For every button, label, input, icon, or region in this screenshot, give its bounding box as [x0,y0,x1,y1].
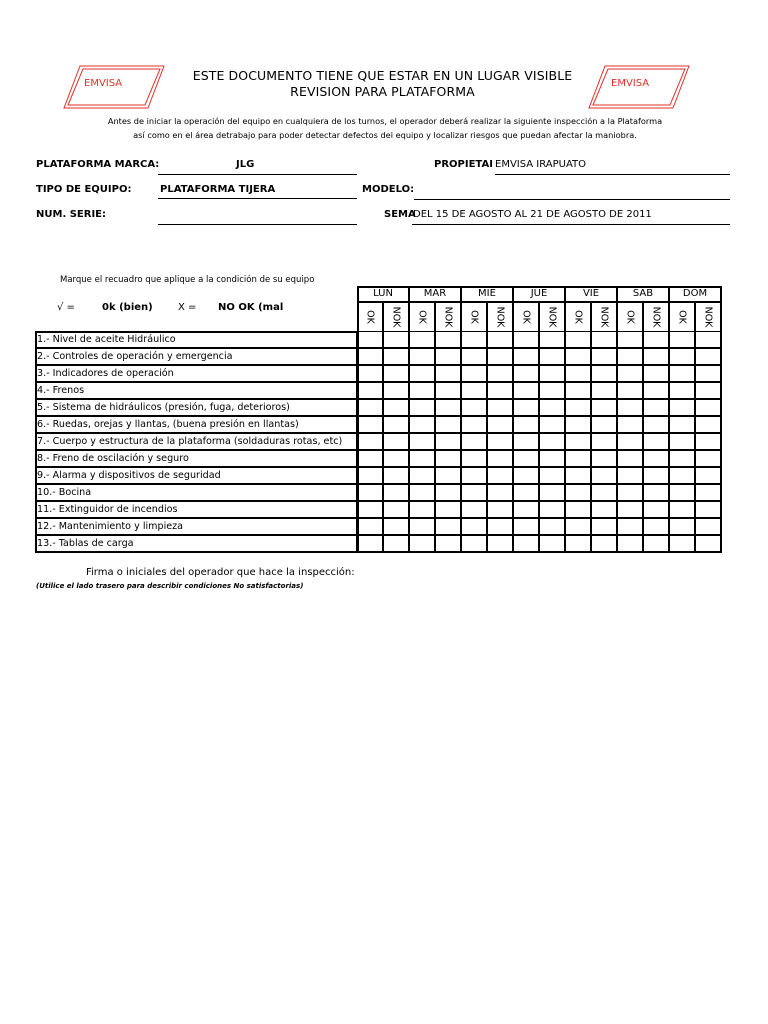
check-cell-ok-sab[interactable] [617,450,643,467]
check-cell-nok-dom[interactable] [695,484,721,501]
subheader-nok-label: NOK [598,306,610,328]
check-cell-ok-jue[interactable] [513,331,539,348]
nok-symbol: X = [178,302,197,313]
check-cell-nok-sab[interactable] [643,365,669,382]
check-cell-nok-jue[interactable] [539,450,565,467]
check-cell-ok-jue[interactable] [513,467,539,484]
check-cell-nok-lun[interactable] [383,348,409,365]
subheader-ok-jue [513,302,539,332]
check-cell-nok-dom[interactable] [695,382,721,399]
check-cell-ok-jue[interactable] [513,382,539,399]
check-cell-ok-vie[interactable] [565,484,591,501]
check-cell-nok-mie[interactable] [487,501,513,518]
check-cell-ok-mar[interactable] [409,365,435,382]
check-cell-ok-mar[interactable] [409,518,435,535]
check-cell-ok-dom[interactable] [669,467,695,484]
check-cell-ok-sab[interactable] [617,365,643,382]
check-cell-ok-sab[interactable] [617,535,643,552]
check-cell-ok-sab[interactable] [617,433,643,450]
table-row [35,348,721,365]
checklist-item-label: 8.- Freno de oscilación y seguro [35,450,357,467]
check-cell-nok-vie[interactable] [591,450,617,467]
check-cell-nok-lun[interactable] [383,450,409,467]
day-header-mie: MIE [461,286,513,302]
subheader-nok-mie [487,302,513,332]
check-cell-ok-lun[interactable] [357,484,383,501]
check-cell-ok-dom[interactable] [669,416,695,433]
semana-label: SEMA [384,209,416,220]
check-cell-ok-mie[interactable] [461,433,487,450]
subheader-nok-dom [695,302,721,332]
ok-symbol: √ = [57,302,75,313]
tipo-underline [158,198,357,199]
check-cell-nok-vie[interactable] [591,416,617,433]
check-cell-nok-mar[interactable] [435,331,461,348]
subheader-nok-label: NOK [442,306,454,328]
check-cell-nok-dom[interactable] [695,348,721,365]
check-cell-nok-sab[interactable] [643,348,669,365]
check-cell-nok-vie[interactable] [591,518,617,535]
check-cell-ok-jue[interactable] [513,535,539,552]
subheader-nok-mar [435,302,461,332]
check-cell-ok-sab[interactable] [617,399,643,416]
logo-text-right: EMVISA [611,78,650,89]
checklist-item-label: 9.- Alarma y dispositivos de seguridad [35,467,357,484]
check-cell-nok-mie[interactable] [487,518,513,535]
intro-line2: así como en el área detrabajo para poder detectar defectos del equipo y localizar riesgos que puedan afectar la maniobra. [133,130,637,140]
check-cell-nok-sab[interactable] [643,416,669,433]
check-cell-ok-vie[interactable] [565,382,591,399]
check-cell-ok-vie[interactable] [565,433,591,450]
check-cell-nok-mie[interactable] [487,399,513,416]
check-cell-nok-dom[interactable] [695,399,721,416]
check-cell-nok-mar[interactable] [435,399,461,416]
check-cell-ok-sab[interactable] [617,467,643,484]
check-cell-ok-lun[interactable] [357,433,383,450]
check-cell-nok-mar[interactable] [435,467,461,484]
check-cell-ok-mar[interactable] [409,450,435,467]
check-cell-ok-dom[interactable] [669,484,695,501]
check-cell-nok-mar[interactable] [435,535,461,552]
check-cell-nok-mie[interactable] [487,433,513,450]
check-cell-ok-jue[interactable] [513,484,539,501]
day-header-jue: JUE [513,286,565,302]
check-cell-nok-vie[interactable] [591,399,617,416]
check-cell-nok-jue[interactable] [539,433,565,450]
table-row [35,365,721,382]
table-row [35,450,721,467]
check-cell-nok-mar[interactable] [435,501,461,518]
table-row [35,484,721,501]
check-cell-nok-sab[interactable] [643,331,669,348]
check-cell-ok-mie[interactable] [461,484,487,501]
check-cell-ok-dom[interactable] [669,348,695,365]
check-cell-ok-mar[interactable] [409,416,435,433]
document-title-line2: REVISION PARA PLATAFORMA [290,84,475,99]
check-cell-nok-dom[interactable] [695,365,721,382]
check-cell-nok-mar[interactable] [435,416,461,433]
check-cell-ok-dom[interactable] [669,518,695,535]
check-cell-ok-mie[interactable] [461,501,487,518]
check-cell-nok-lun[interactable] [383,382,409,399]
check-cell-ok-mie[interactable] [461,382,487,399]
modelo-label: MODELO: [362,184,415,195]
subheader-ok-label: OK [520,310,532,324]
document-title-line1: ESTE DOCUMENTO TIENE QUE ESTAR EN UN LUGAR VISIBLE [192,68,573,83]
check-cell-ok-mie[interactable] [461,467,487,484]
check-cell-ok-sab[interactable] [617,331,643,348]
check-cell-ok-vie[interactable] [565,331,591,348]
check-cell-ok-jue[interactable] [513,501,539,518]
intro-line1: Antes de iniciar la operación del equipo en cualquiera de los turnos, el operador deberá realizar la siguiente inspección a la Plataforma [107,116,663,126]
check-cell-nok-jue[interactable] [539,467,565,484]
checklist-item-label: 1.- Nivel de aceite Hidráulico [35,331,357,348]
check-cell-nok-jue[interactable] [539,484,565,501]
subheader-ok-lun [357,302,383,332]
check-cell-ok-sab[interactable] [617,518,643,535]
check-cell-nok-jue[interactable] [539,399,565,416]
check-cell-nok-dom[interactable] [695,535,721,552]
subheader-ok-label: OK [624,310,636,324]
check-cell-nok-lun[interactable] [383,399,409,416]
checklist-item-label: 12.- Mantenimiento y limpieza [35,518,357,535]
check-cell-nok-dom[interactable] [695,331,721,348]
subheader-ok-dom [669,302,695,332]
check-cell-ok-lun[interactable] [357,382,383,399]
firma-label: Firma o iniciales del operador que hace la inspección: [86,567,355,578]
check-cell-ok-mie[interactable] [461,450,487,467]
check-cell-ok-mar[interactable] [409,331,435,348]
check-cell-nok-vie[interactable] [591,382,617,399]
check-cell-nok-lun[interactable] [383,433,409,450]
table-row [35,535,721,552]
check-cell-ok-sab[interactable] [617,348,643,365]
tipo-label: TIPO DE EQUIPO: [36,184,132,195]
checklist-item-label: 6.- Ruedas, orejas y llantas, (buena presión en llantas) [35,416,357,433]
check-cell-ok-sab[interactable] [617,382,643,399]
checklist-item-label: 7.- Cuerpo y estructura de la plataforma (soldaduras rotas, etc) [35,433,357,450]
subheader-nok-label: NOK [702,306,714,328]
check-cell-ok-mie[interactable] [461,416,487,433]
check-cell-ok-lun[interactable] [357,365,383,382]
check-cell-ok-dom[interactable] [669,399,695,416]
check-cell-ok-dom[interactable] [669,535,695,552]
checklist-item-label: 3.- Indicadores de operación [35,365,357,382]
subheader-ok-mar [409,302,435,332]
check-cell-ok-dom[interactable] [669,433,695,450]
check-cell-nok-mar[interactable] [435,433,461,450]
checklist-item-label: 11.- Extinguidor de incendios [35,501,357,518]
check-cell-nok-lun[interactable] [383,501,409,518]
check-cell-ok-mar[interactable] [409,399,435,416]
check-cell-nok-lun[interactable] [383,365,409,382]
check-cell-ok-dom[interactable] [669,365,695,382]
tipo-value[interactable]: PLATAFORMA TIJERA [160,184,276,195]
rear-side-note: (Utilice el lado trasero para describir condiciones No satisfactorias) [36,582,304,590]
check-cell-nok-vie[interactable] [591,484,617,501]
check-cell-nok-lun[interactable] [383,331,409,348]
modelo-underline [414,199,730,200]
subheader-nok-label: NOK [546,306,558,328]
check-cell-ok-mar[interactable] [409,535,435,552]
check-cell-ok-dom[interactable] [669,450,695,467]
check-cell-nok-vie[interactable] [591,433,617,450]
check-cell-ok-mie[interactable] [461,399,487,416]
table-row [35,331,721,348]
check-cell-nok-vie[interactable] [591,348,617,365]
legend-instruction: Marque el recuadro que aplique a la condición de su equipo [60,275,315,285]
check-cell-nok-vie[interactable] [591,365,617,382]
check-cell-nok-dom[interactable] [695,416,721,433]
check-cell-ok-lun[interactable] [357,348,383,365]
subheader-nok-lun [383,302,409,332]
table-row [35,433,721,450]
check-cell-ok-mie[interactable] [461,365,487,382]
check-cell-ok-lun[interactable] [357,331,383,348]
subheader-nok-jue [539,302,565,332]
day-header-sab: SAB [617,286,669,302]
check-cell-ok-mar[interactable] [409,501,435,518]
check-cell-nok-jue[interactable] [539,501,565,518]
check-cell-ok-lun[interactable] [357,467,383,484]
check-cell-ok-mar[interactable] [409,484,435,501]
check-cell-nok-sab[interactable] [643,450,669,467]
marca-label: PLATAFORMA MARCA: [36,159,160,170]
check-cell-ok-lun[interactable] [357,416,383,433]
check-cell-ok-vie[interactable] [565,399,591,416]
logo-text-left: EMVISA [84,78,123,89]
check-cell-ok-mar[interactable] [409,348,435,365]
subheader-nok-sab [643,302,669,332]
subheader-nok-label: NOK [650,306,662,328]
check-cell-ok-lun[interactable] [357,450,383,467]
check-cell-nok-vie[interactable] [591,467,617,484]
check-cell-nok-lun[interactable] [383,518,409,535]
serie-underline [158,224,357,225]
semana-value[interactable]: DEL 15 DE AGOSTO AL 21 DE AGOSTO DE 2011 [413,209,652,220]
semana-underline [412,224,730,225]
subheader-nok-vie [591,302,617,332]
check-cell-nok-jue[interactable] [539,348,565,365]
check-cell-nok-lun[interactable] [383,535,409,552]
day-header-vie: VIE [565,286,617,302]
check-cell-nok-lun[interactable] [383,416,409,433]
check-cell-nok-lun[interactable] [383,484,409,501]
table-row [35,399,721,416]
check-cell-nok-jue[interactable] [539,416,565,433]
table-row [35,382,721,399]
check-cell-ok-mar[interactable] [409,382,435,399]
check-cell-ok-mie[interactable] [461,348,487,365]
subheader-ok-label: OK [468,310,480,324]
day-header-lun: LUN [357,286,409,302]
check-cell-nok-sab[interactable] [643,518,669,535]
check-cell-nok-jue[interactable] [539,535,565,552]
check-cell-ok-mar[interactable] [409,433,435,450]
check-cell-ok-vie[interactable] [565,450,591,467]
check-cell-nok-mie[interactable] [487,484,513,501]
check-cell-ok-jue[interactable] [513,433,539,450]
check-cell-ok-vie[interactable] [565,518,591,535]
check-cell-ok-vie[interactable] [565,365,591,382]
subheader-ok-mie [461,302,487,332]
checklist-item-label: 5.- Sistema de hidráulicos (presión, fuga, deterioros) [35,399,357,416]
check-cell-nok-mie[interactable] [487,331,513,348]
check-cell-nok-mar[interactable] [435,450,461,467]
check-cell-ok-vie[interactable] [565,467,591,484]
check-cell-ok-mar[interactable] [409,467,435,484]
ok-text: 0k (bien) [102,302,153,313]
check-cell-ok-sab[interactable] [617,484,643,501]
check-cell-nok-mie[interactable] [487,348,513,365]
check-cell-ok-sab[interactable] [617,501,643,518]
day-header-mar: MAR [409,286,461,302]
marca-value[interactable]: JLG [236,159,255,170]
check-cell-nok-dom[interactable] [695,518,721,535]
checklist-item-label: 13.- Tablas de carga [35,535,357,552]
check-cell-nok-sab[interactable] [643,501,669,518]
check-cell-ok-vie[interactable] [565,416,591,433]
checklist-item-label: 4.- Frenos [35,382,357,399]
check-cell-nok-dom[interactable] [695,450,721,467]
table-row [35,467,721,484]
subheader-nok-label: NOK [494,306,506,328]
check-cell-ok-mie[interactable] [461,535,487,552]
check-cell-nok-sab[interactable] [643,467,669,484]
check-cell-ok-jue[interactable] [513,348,539,365]
marca-underline [158,174,357,175]
check-cell-nok-jue[interactable] [539,331,565,348]
checklist-item-label: 10.- Bocina [35,484,357,501]
subheader-ok-label: OK [676,310,688,324]
check-cell-ok-jue[interactable] [513,518,539,535]
check-cell-ok-lun[interactable] [357,518,383,535]
check-cell-nok-mie[interactable] [487,382,513,399]
check-cell-nok-dom[interactable] [695,501,721,518]
check-cell-ok-dom[interactable] [669,382,695,399]
check-cell-ok-mie[interactable] [461,518,487,535]
subheader-nok-label: NOK [390,306,402,328]
check-cell-nok-mie[interactable] [487,467,513,484]
subheader-ok-vie [565,302,591,332]
check-cell-nok-mar[interactable] [435,518,461,535]
check-cell-nok-vie[interactable] [591,331,617,348]
check-cell-nok-mar[interactable] [435,484,461,501]
check-cell-nok-mar[interactable] [435,382,461,399]
check-cell-ok-lun[interactable] [357,535,383,552]
check-cell-nok-mar[interactable] [435,348,461,365]
check-cell-nok-mie[interactable] [487,535,513,552]
check-cell-nok-lun[interactable] [383,467,409,484]
emvisa-logo-left [62,64,162,110]
check-cell-ok-jue[interactable] [513,450,539,467]
check-cell-nok-sab[interactable] [643,382,669,399]
subheader-ok-label: OK [364,310,376,324]
day-header-dom: DOM [669,286,721,302]
propietario-label: PROPIETAI [434,159,493,170]
check-cell-ok-sab[interactable] [617,416,643,433]
check-cell-ok-mie[interactable] [461,331,487,348]
nok-text: NO OK (mal [218,302,284,313]
table-row [35,416,721,433]
table-row [35,518,721,535]
check-cell-nok-vie[interactable] [591,535,617,552]
check-cell-nok-dom[interactable] [695,467,721,484]
table-row [35,501,721,518]
subheader-ok-label: OK [416,310,428,324]
propietario-underline [495,174,730,175]
check-cell-nok-sab[interactable] [643,484,669,501]
check-cell-ok-jue[interactable] [513,416,539,433]
checklist-item-label: 2.- Controles de operación y emergencia [35,348,357,365]
check-cell-ok-jue[interactable] [513,365,539,382]
propietario-value[interactable]: EMVISA IRAPUATO [495,159,587,170]
check-cell-ok-dom[interactable] [669,331,695,348]
check-cell-nok-sab[interactable] [643,433,669,450]
subheader-ok-sab [617,302,643,332]
check-cell-ok-vie[interactable] [565,501,591,518]
check-cell-nok-jue[interactable] [539,518,565,535]
check-cell-nok-sab[interactable] [643,535,669,552]
check-cell-ok-lun[interactable] [357,399,383,416]
check-cell-nok-mie[interactable] [487,450,513,467]
check-cell-nok-mie[interactable] [487,416,513,433]
check-cell-nok-jue[interactable] [539,382,565,399]
check-cell-nok-jue[interactable] [539,365,565,382]
check-cell-ok-lun[interactable] [357,501,383,518]
check-cell-nok-mar[interactable] [435,365,461,382]
check-cell-ok-vie[interactable] [565,535,591,552]
subheader-ok-label: OK [572,310,584,324]
check-cell-ok-vie[interactable] [565,348,591,365]
check-cell-nok-sab[interactable] [643,399,669,416]
check-cell-nok-vie[interactable] [591,501,617,518]
check-cell-ok-dom[interactable] [669,501,695,518]
check-cell-nok-mie[interactable] [487,365,513,382]
check-cell-ok-jue[interactable] [513,399,539,416]
serie-label: NUM. SERIE: [36,209,107,220]
check-cell-nok-dom[interactable] [695,433,721,450]
